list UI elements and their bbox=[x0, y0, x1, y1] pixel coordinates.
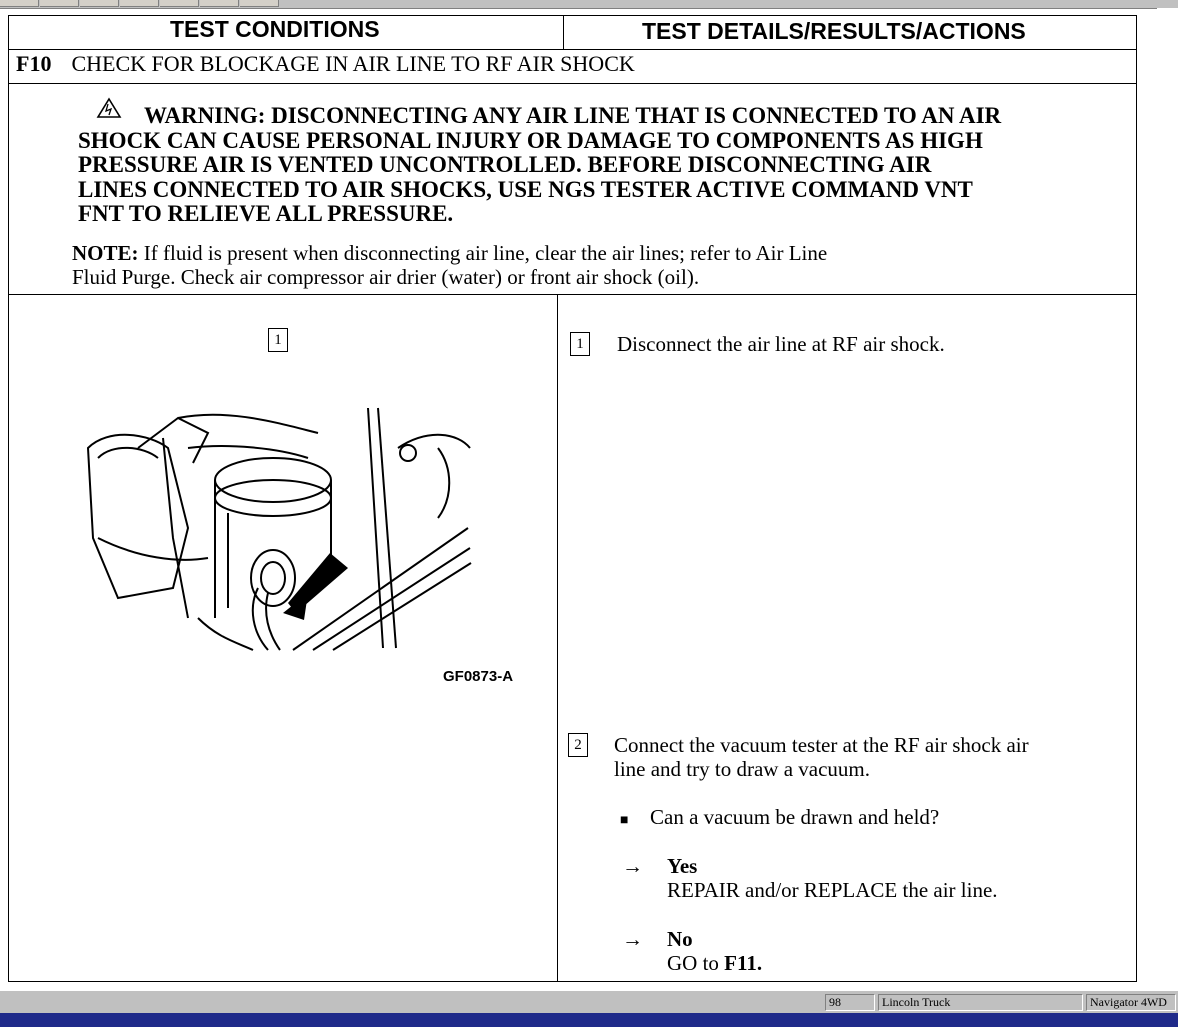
toolbar-button[interactable] bbox=[0, 0, 39, 7]
status-bar bbox=[0, 990, 1178, 1014]
test-id: F10 bbox=[16, 51, 52, 76]
note-line-1: If fluid is present when disconnecting air line, clear the air lines; refer to Air Line bbox=[143, 241, 828, 265]
step-2-line-2: line and try to draw a vacuum. bbox=[614, 757, 870, 781]
yes-action: REPAIR and/or REPLACE the air line. bbox=[667, 878, 998, 902]
column-divider bbox=[557, 294, 558, 982]
vertical-scrollbar[interactable] bbox=[1157, 8, 1178, 990]
warning-line: WARNING: DISCONNECTING ANY AIR LINE THAT IS CONNECTED TO AN AIR bbox=[144, 103, 1002, 128]
no-label: No bbox=[667, 927, 693, 951]
no-branch bbox=[622, 927, 762, 975]
warning-line: SHOCK CAN CAUSE PERSONAL INJURY OR DAMAGE TO COMPONENTS AS HIGH bbox=[78, 127, 983, 153]
arrow-right-icon: → bbox=[622, 927, 643, 951]
arrow-right-icon: → bbox=[622, 854, 643, 878]
step-2-text bbox=[614, 733, 1029, 781]
bullet-icon: ■ bbox=[620, 813, 629, 828]
toolbar-button[interactable] bbox=[240, 0, 279, 7]
figure-step-number: 1 bbox=[268, 328, 288, 352]
document-page bbox=[0, 8, 1157, 990]
note-row-divider bbox=[8, 294, 1137, 295]
yes-branch bbox=[622, 854, 998, 902]
test-title-row bbox=[16, 51, 635, 77]
no-action-target[interactable]: F11. bbox=[724, 951, 763, 975]
step-1-number: 1 bbox=[570, 332, 590, 356]
taskbar bbox=[0, 1013, 1178, 1027]
no-action-prefix: GO to bbox=[667, 951, 719, 975]
warning-line: LINES CONNECTED TO AIR SHOCKS, USE NGS TESTER ACTIVE COMMAND VNT bbox=[78, 176, 973, 202]
header-test-details: TEST DETAILS/RESULTS/ACTIONS bbox=[642, 18, 1026, 44]
test-title: CHECK FOR BLOCKAGE IN AIR LINE TO RF AIR SHOCK bbox=[71, 51, 635, 76]
status-make: Lincoln Truck bbox=[878, 994, 1083, 1011]
warning-line: PRESSURE AIR IS VENTED UNCONTROLLED. BEFORE DISCONNECTING AIR bbox=[78, 152, 932, 177]
title-row-divider bbox=[8, 83, 1137, 84]
note-line-2: Fluid Purge. Check air compressor air drier (water) or front air shock (oil). bbox=[72, 265, 700, 289]
note-label: NOTE: bbox=[72, 241, 139, 265]
toolbar-button[interactable] bbox=[80, 0, 119, 7]
step-2-line-1: Connect the vacuum tester at the RF air shock air bbox=[614, 733, 1029, 757]
toolbar-button[interactable] bbox=[120, 0, 159, 7]
warning-line: FNT TO RELIEVE ALL PRESSURE. bbox=[78, 201, 454, 226]
toolbar-button[interactable] bbox=[200, 0, 239, 7]
header-test-conditions: TEST CONDITIONS bbox=[170, 16, 380, 42]
toolbar-button[interactable] bbox=[40, 0, 79, 7]
step-2-number: 2 bbox=[568, 733, 588, 757]
toolbar-button[interactable] bbox=[160, 0, 199, 7]
status-model: Navigator 4WD bbox=[1086, 994, 1176, 1011]
step-1-text: Disconnect the air line at RF air shock. bbox=[617, 332, 945, 356]
figure-label: GF0873-A bbox=[443, 668, 514, 685]
header-divider bbox=[563, 15, 564, 50]
question-bullet bbox=[620, 805, 939, 833]
air-shock-illustration bbox=[78, 388, 473, 653]
yes-label: Yes bbox=[667, 854, 698, 878]
warning-block bbox=[78, 104, 1078, 227]
status-page: 98 bbox=[825, 994, 875, 1011]
note-block bbox=[72, 241, 972, 289]
question-text: Can a vacuum be drawn and held? bbox=[650, 805, 940, 829]
